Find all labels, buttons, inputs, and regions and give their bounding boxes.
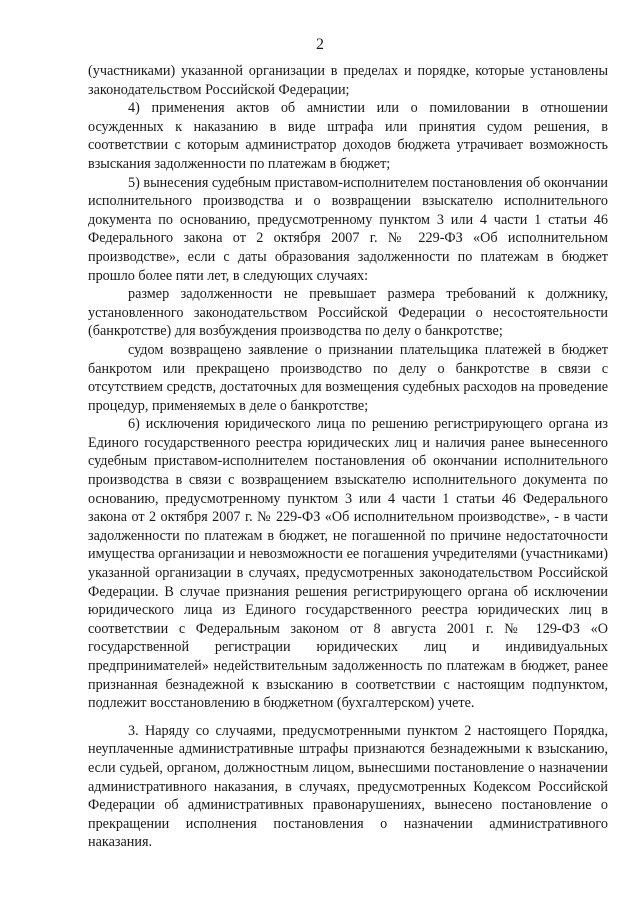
page-number: 2 (316, 36, 324, 53)
paragraph-item-5-case-1: размер задолженности не превышает размера требований к должнику, установленного законодательством Российской Федерации о несостоятельности (банкротстве) для возбуждения производства по делу о банкротстве; (88, 286, 608, 340)
paragraph-item-5: 5) вынесения судебным приставом-исполнителем постановления об окончании исполнительного производства и о возвращении взыскателю исполнительного документа по основанию, предусмотренному пунктом 3 или 4 части 1 статьи 46 Федерального закона от 2 октября 2007 г. № 229-ФЗ «Об исполнительном производстве», если с даты образования задолженности по платежам в бюджет прошло более пяти лет, в следующих случаях: (88, 174, 608, 284)
paragraph-item-4: 4) применения актов об амнистии или о помиловании в отношении осужденных к наказанию в виде штрафа или принятия судом решения, в соответствии с которым администратор доходов бюджета утрачивает возможность взыскания задолженности по платежам в бюджет; (88, 100, 608, 172)
document-body (88, 62, 608, 852)
paragraph-continuation: (участниками) указанной организации в пределах и порядке, которые установлены законодательством Российской Федерации; (88, 63, 608, 98)
paragraph-section-3: 3. Наряду со случаями, предусмотренными пунктом 2 настоящего Порядка, неуплаченные административные штрафы признаются безнадежными к взысканию, если судьей, органом, должностным лицом, вынесшими постановление о назначении административного наказания, в случаях, предусмотренных Кодексом Российской Федерации об административных правонарушениях, вынесено постановление о прекращении исполнения постановления о назначении административного наказания. (88, 722, 608, 851)
paragraph-item-6: 6) исключения юридического лица по решению регистрирующего органа из Единого государственного реестра юридических лиц и наличия ранее вынесенного судебным приставом-исполнителем постановления об окончании исполнительного производства в связи с возвращением взыскателю исполнительного документа по основанию, предусмотренному пунктом 3 или 4 части 1 статьи 46 Федерального закона от 2 октября 2007 г. № 229-ФЗ «Об исполнительном производстве», - в части задолженности по платежам в бюджет, не погашенной по причине недостаточности имущества организации и невозможности ее погашения учредителями (участниками) указанной организации в случаях, предусмотренных законодательством Российской Федерации. В случае признания решения регистрирующего органа об исключении юридического лица из Единого государственного реестра юридических лиц в соответствии с Федеральным законом от 8 августа 2001 г. № 129-ФЗ «О государственной регистрации юридических лиц и индивидуальных предпринимателей» недействительным задолженность по платежам в бюджет, ранее признанная безнадежной к взысканию в соответствии с настоящим подпунктом, подлежит восстановлению в бюджетном (бухгалтерском) учете. (88, 416, 608, 712)
paragraph-item-5-case-2: судом возвращено заявление о признании плательщика платежей в бюджет банкротом или прекращено производство по делу о банкротстве в связи с отсутствием средств, достаточных для возмещения судебных расходов на проведение процедур, применяемых в деле о банкротстве; (88, 341, 608, 414)
